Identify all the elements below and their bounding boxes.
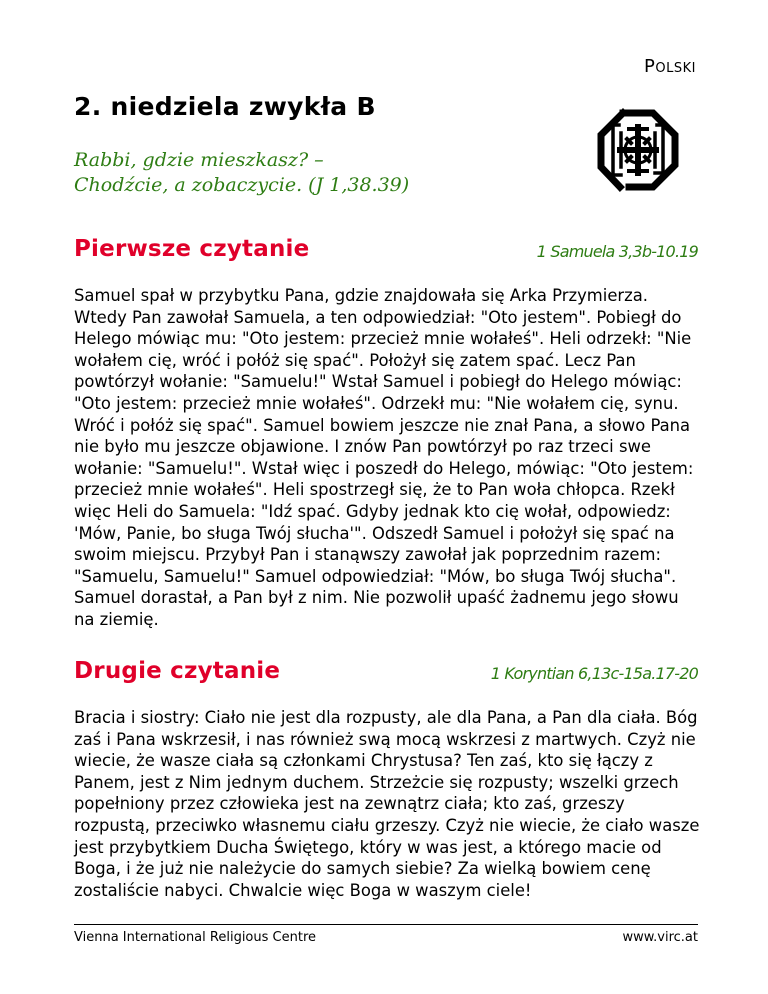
gospel-quote	[74, 148, 409, 198]
first-reading-header	[74, 236, 698, 266]
second-reading-reference: 1 Koryntian 6,13c-15a.17-20	[490, 664, 698, 683]
virc-cross-logo-icon	[593, 105, 683, 195]
first-reading-title: Pierwsze czytanie	[74, 236, 310, 262]
footer-divider	[74, 924, 698, 925]
second-reading-title: Drugie czytanie	[74, 658, 281, 684]
second-reading-text: Bracia i siostry: Ciało nie jest dla rozpusty, ale dla Pana, a Pan dla ciała. Bóg zaś i Pana wskrzesił, i nas również swą mocą wskrzesi z martwych. Czyż nie wiecie, że wasze ciała są członkami Chrystusa? Ten zaś, kto się łączy z Panem, jest z Nim jednym duchem. Strzeżcie się rozpusty; wszelki grzech popełniony przez człowieka jest na zewnątrz ciała; kto zaś, grzeszy rozpustą, przeciwko własnemu ciału grzeszy. Czyż nie wiecie, że ciało wasze jest przybytkiem Ducha Świętego, który w was jest, a którego macie od Boga, i że już nie należycie do samych siebie? Za wielką bowiem cenę zostaliście nabyci. Chwalcie więc Boga w waszym ciele!	[74, 708, 700, 900]
second-reading-header	[74, 658, 698, 688]
first-reading-text: Samuel spał w przybytku Pana, gdzie znajdowała się Arka Przymierza. Wtedy Pan zawołał Samuela, a ten odpowiedział: "Oto jestem". Pobiegł do Helego mówiąc mu: "Oto jestem: przecież mnie wołałeś". Heli odrzekł: "Nie wołałem cię, wróć i połóż się spać". Położył się zatem spać. Lecz Pan powtórzył wołanie: "Samuelu!" Wstał Samuel i pobiegł do Helego mówiąc: "Oto jestem: przecież mnie wołałeś". Odrzekł mu: "Nie wołałem cię, synu. Wróć i połóż się spać". Samuel bowiem jeszcze nie znał Pana, a słowo Pana nie było mu jeszcze objawione. I znów Pan powtórzył po raz trzeci swe wołanie: "Samuelu!". Wstał więc i poszedł do Helego, mówiąc: "Oto jestem: przecież mnie wołałeś". Heli spostrzegł się, że to Pan woła chłopca. Rzekł więc Heli do Samuela: "Idź spać. Gdyby jednak kto cię wołał, odpowiedz: 'Mów, Panie, bo sługa Twój słucha'". Odszedł Samuel i położył się spać na swoim miejscu. Przybył Pan i stanąwszy zawołał jak poprzednim razem: "Samuelu, Samuelu!" Samuel odpowiedział: "Mów, bo sługa Twój słucha". Samuel dorastał, a Pan był z nim. Nie pozwolił upaść żadnemu jego słowu na ziemię.	[74, 286, 694, 629]
footer-website-link[interactable]: www.virc.at	[622, 930, 698, 945]
first-reading-reference: 1 Samuela 3,3b-10.19	[536, 242, 698, 261]
quote-line-2: Chodźcie, a zobaczycie. (J 1,38.39)	[74, 174, 410, 196]
language-label: Polski	[644, 56, 696, 77]
quote-line-1: Rabbi, gdzie mieszkasz? –	[74, 149, 324, 171]
page-title: 2. niedziela zwykła B	[74, 92, 376, 121]
footer-organization: Vienna International Religious Centre	[74, 930, 316, 945]
